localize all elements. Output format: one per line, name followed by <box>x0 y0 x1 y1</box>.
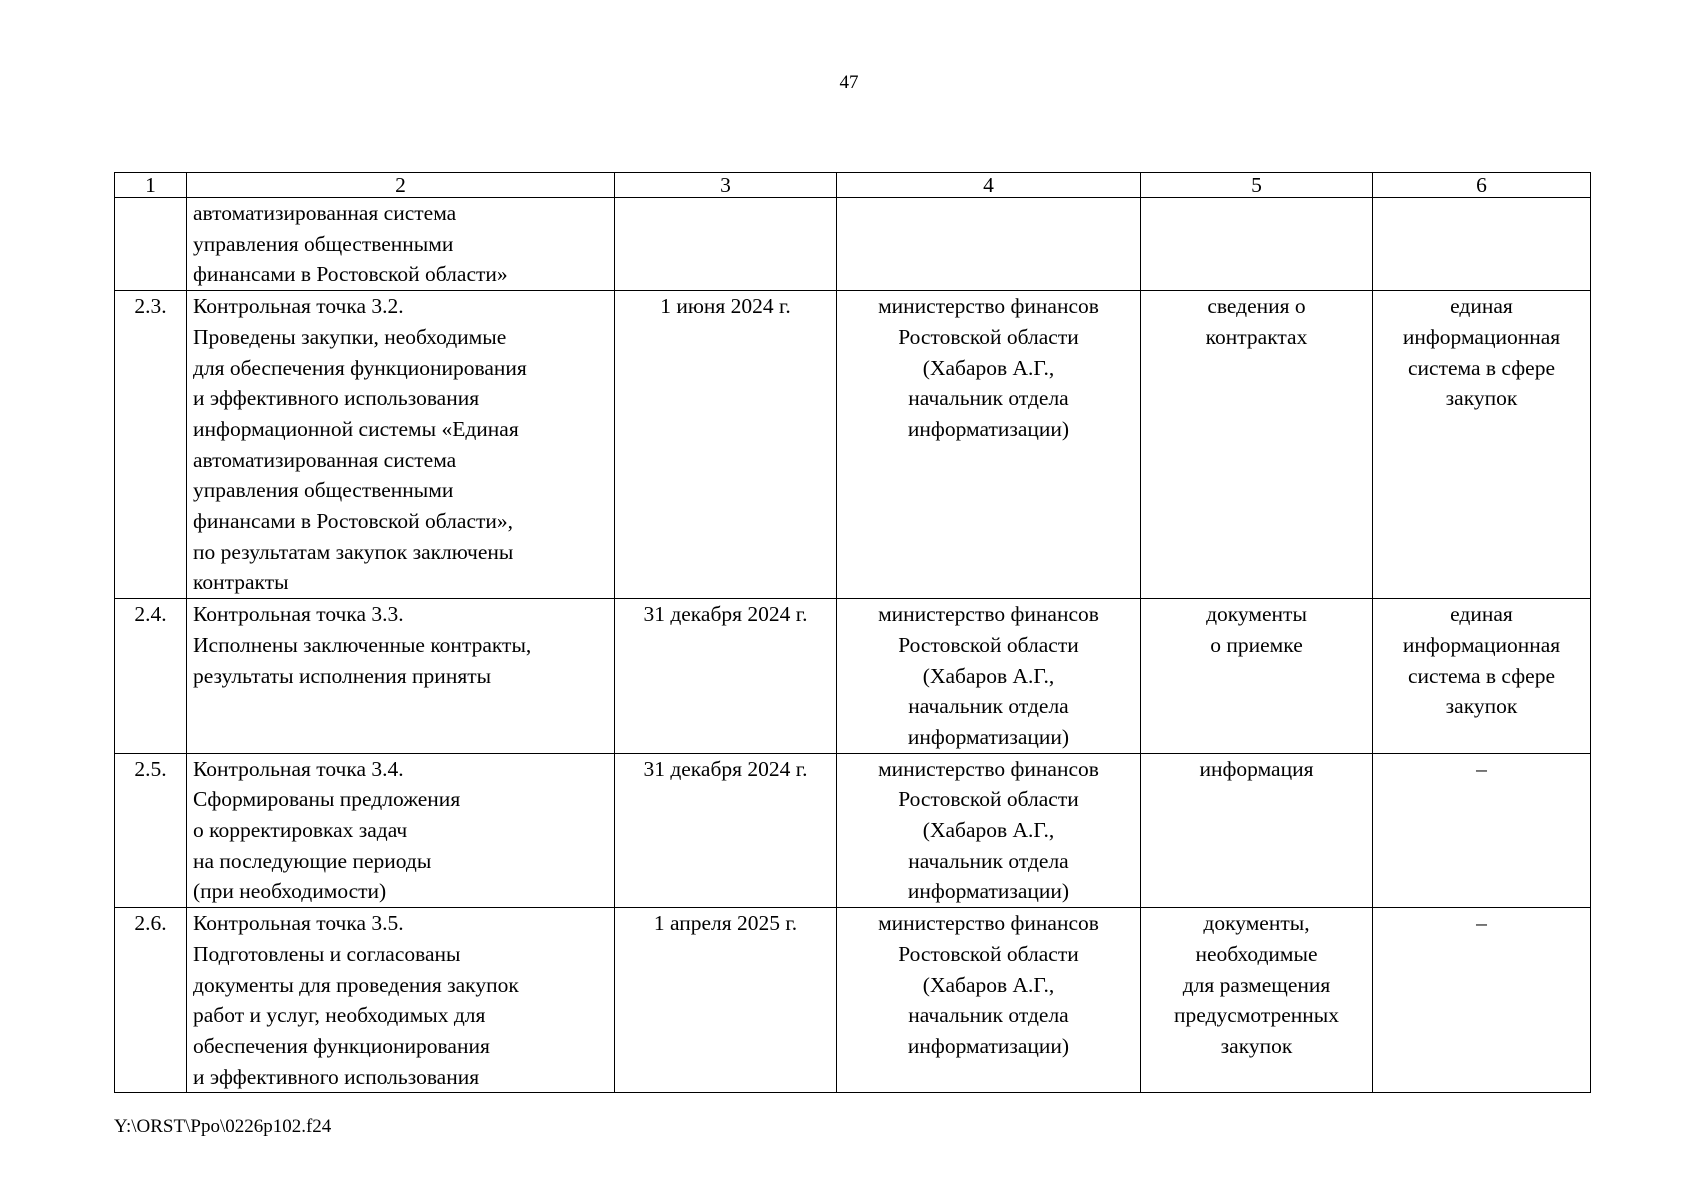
document-type-cell <box>1141 198 1373 291</box>
row-number-cell <box>115 753 187 908</box>
description-cell <box>187 753 615 908</box>
info-system-cell <box>1373 599 1591 754</box>
cell-line: по результатам закупок заключены <box>193 539 514 564</box>
cell-line: закупок <box>1445 386 1518 411</box>
deadline-cell <box>615 753 837 908</box>
cell-line: информация <box>1199 756 1314 781</box>
cell-line: Ростовской области <box>898 324 1079 349</box>
table-row <box>115 599 1591 754</box>
cell-line: начальник отдела <box>908 386 1069 411</box>
cell-line: информационная <box>1402 632 1561 657</box>
cell-line: Контрольная точка 3.3. <box>193 602 404 627</box>
cell-line: закупок <box>1220 1033 1293 1058</box>
row-number-cell <box>115 908 187 1093</box>
table-header-row <box>115 173 1591 198</box>
cell-line: 31 декабря 2024 г. <box>643 756 808 781</box>
cell-line: Проведены закупки, необходимые <box>193 324 507 349</box>
cell-line: контракты <box>193 570 289 595</box>
cell-line: 2.5. <box>134 756 167 781</box>
cell-line: финансами в Ростовской области» <box>193 262 508 287</box>
cell-line: Сформированы предложения <box>193 787 461 812</box>
deadline-cell <box>615 291 837 599</box>
cell-line: документы для проведения закупок <box>193 972 519 997</box>
description-cell <box>187 599 615 754</box>
cell-line: обеспечения функционирования <box>193 1033 490 1058</box>
table-body <box>115 198 1591 1093</box>
cell-line: (Хабаров А.Г., <box>922 818 1055 843</box>
column-number-header: 1 <box>115 173 187 198</box>
responsible-cell <box>837 291 1141 599</box>
responsible-cell <box>837 753 1141 908</box>
control-points-table <box>114 172 1591 1093</box>
cell-line: Контрольная точка 3.2. <box>193 294 404 319</box>
table-row <box>115 291 1591 599</box>
document-type-cell <box>1141 599 1373 754</box>
cell-line: закупок <box>1445 694 1518 719</box>
cell-line: необходимые <box>1195 941 1318 966</box>
cell-line: – <box>1476 911 1487 936</box>
cell-line: (при необходимости) <box>193 879 387 904</box>
cell-line: информатизации) <box>907 416 1070 441</box>
cell-line: 2.3. <box>134 294 167 319</box>
cell-line: 2.6. <box>134 911 167 936</box>
cell-line: документы <box>1206 602 1307 627</box>
cell-line: на последующие периоды <box>193 848 432 873</box>
cell-line: финансами в Ростовской области», <box>193 509 514 534</box>
cell-line: – <box>1476 756 1487 781</box>
cell-line: (Хабаров А.Г., <box>922 663 1055 688</box>
cell-line: начальник отдела <box>908 848 1069 873</box>
document-type-cell <box>1141 753 1373 908</box>
cell-line: для размещения <box>1182 972 1331 997</box>
cell-line: для обеспечения функционирования <box>193 355 527 380</box>
cell-line: 31 декабря 2024 г. <box>643 602 808 627</box>
cell-line: (Хабаров А.Г., <box>922 972 1055 997</box>
table-row <box>115 198 1591 291</box>
cell-line: Ростовской области <box>898 941 1079 966</box>
deadline-cell <box>615 908 837 1093</box>
cell-line: Ростовской области <box>898 632 1079 657</box>
cell-line: министерство финансов <box>878 911 1099 936</box>
cell-line: сведения о <box>1207 294 1306 319</box>
cell-line: о корректировках задач <box>193 818 408 843</box>
description-cell <box>187 908 615 1093</box>
cell-line: 2.4. <box>134 602 167 627</box>
document-type-cell <box>1141 291 1373 599</box>
deadline-cell <box>615 599 837 754</box>
cell-line: министерство финансов <box>878 294 1099 319</box>
description-cell <box>187 198 615 291</box>
cell-line: Исполнены заключенные контракты, <box>193 632 532 657</box>
cell-line: единая <box>1450 294 1513 319</box>
column-number-header: 5 <box>1141 173 1373 198</box>
document-type-cell <box>1141 908 1373 1093</box>
cell-line: единая <box>1450 602 1513 627</box>
table-row <box>115 753 1591 908</box>
info-system-cell <box>1373 291 1591 599</box>
info-system-cell <box>1373 908 1591 1093</box>
cell-line: 1 июня 2024 г. <box>660 294 791 319</box>
cell-line: министерство финансов <box>878 756 1099 781</box>
deadline-cell <box>615 198 837 291</box>
cell-line: система в сфере <box>1407 355 1555 380</box>
cell-line: Ростовской области <box>898 787 1079 812</box>
cell-line: результаты исполнения приняты <box>193 663 492 688</box>
responsible-cell <box>837 599 1141 754</box>
cell-line: (Хабаров А.Г., <box>922 355 1055 380</box>
cell-line: информационная <box>1402 324 1561 349</box>
file-path-footer: Y:\ORST\Ppo\0226p102.f24 <box>114 1116 332 1137</box>
cell-line: о приемке <box>1210 632 1303 657</box>
column-number-header: 6 <box>1373 173 1591 198</box>
column-number-header: 2 <box>187 173 615 198</box>
cell-line: министерство финансов <box>878 602 1099 627</box>
cell-line: информатизации) <box>907 1033 1070 1058</box>
description-cell <box>187 291 615 599</box>
column-number-header: 3 <box>615 173 837 198</box>
cell-line: Подготовлены и согласованы <box>193 941 461 966</box>
cell-line: система в сфере <box>1407 663 1555 688</box>
cell-line: начальник отдела <box>908 694 1069 719</box>
cell-line: предусмотренных <box>1174 1003 1339 1028</box>
cell-line: Контрольная точка 3.5. <box>193 911 404 936</box>
cell-line: Контрольная точка 3.4. <box>193 756 404 781</box>
cell-line: и эффективного использования <box>193 386 480 411</box>
cell-line: информационной системы «Единая <box>193 416 519 441</box>
info-system-cell <box>1373 753 1591 908</box>
responsible-cell <box>837 198 1141 291</box>
cell-line: начальник отдела <box>908 1003 1069 1028</box>
row-number-cell <box>115 599 187 754</box>
cell-line: 1 апреля 2025 г. <box>653 911 798 936</box>
responsible-cell <box>837 908 1141 1093</box>
cell-line: работ и услуг, необходимых для <box>193 1003 486 1028</box>
table-row <box>115 908 1591 1093</box>
cell-line: автоматизированная система <box>193 201 457 225</box>
info-system-cell <box>1373 198 1591 291</box>
cell-line: контрактах <box>1205 324 1308 349</box>
row-number-cell <box>115 291 187 599</box>
cell-line: управления общественными <box>193 231 454 256</box>
cell-line: информатизации) <box>907 879 1070 904</box>
cell-line: и эффективного использования <box>193 1064 480 1089</box>
cell-line: информатизации) <box>907 724 1070 749</box>
page-number: 47 <box>839 72 859 93</box>
cell-line: документы, <box>1203 911 1310 936</box>
cell-line: управления общественными <box>193 478 454 503</box>
cell-line: автоматизированная система <box>193 447 457 472</box>
column-number-header: 4 <box>837 173 1141 198</box>
row-number-cell <box>115 198 187 291</box>
